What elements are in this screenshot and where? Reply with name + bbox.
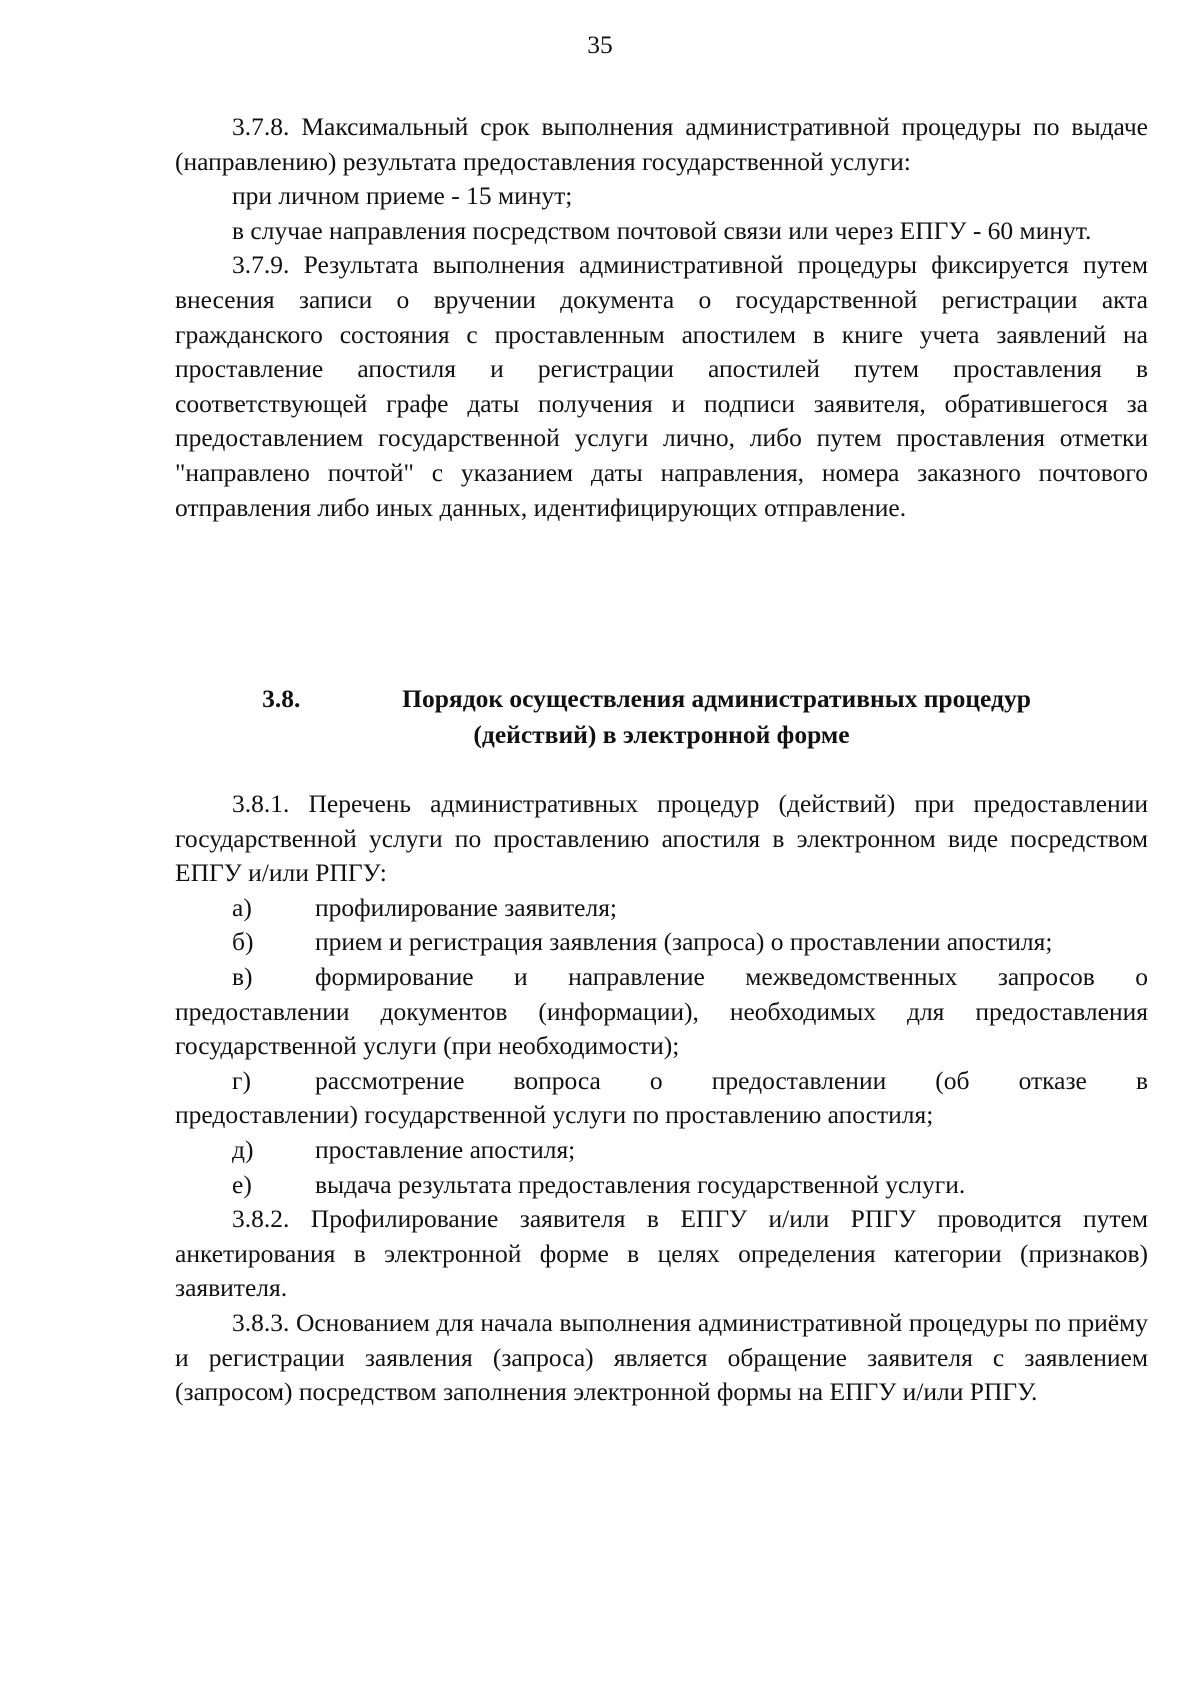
- list-letter: г): [232, 1065, 251, 1095]
- paragraph-3-7-8: 3.7.8. Максимальный срок выполнения административной процедуры по выдаче (направлению) результата предоставления государственной услуги:: [175, 112, 1148, 176]
- paragraph-3-7-9: 3.7.9. Результата выполнения административной процедуры фиксируется путем внесения записи о вручении документа о государственной регистрации акта гражданского состояния с проставленным апостилем в книге учета заявлений на проставление апостиля и регистрации апостилей путем проставления в соответствующей графе даты получения и подписи заявителя, обратившегося за предоставлением государственной услуги лично, либо путем проставления отметки "направлено почтой" с указанием даты направления, номера заказного почтового отправления либо иных данных, идентифицирующих отправление.: [175, 250, 1148, 522]
- list-text: профилирование заявителя;: [315, 892, 618, 922]
- list-letter: б): [232, 927, 254, 957]
- section-title-line2: (действий) в электронной форме: [473, 720, 850, 749]
- section-3-7-text: [175, 110, 1148, 525]
- paragraph-postal-delivery: в случае направления посредством почтовой связи или через ЕПГУ - 60 минут.: [232, 215, 1092, 245]
- section-number: 3.8.: [262, 684, 301, 713]
- list-letter: а): [232, 892, 252, 922]
- section-title-line1: Порядок осуществления административных процедур: [402, 684, 1031, 713]
- list-item: [175, 1168, 1148, 1203]
- list-text: выдача результата предоставления государственной услуги.: [315, 1169, 966, 1199]
- section-3-8-text: [175, 787, 1148, 1410]
- list-text: прием и регистрация заявления (запроса) о проставлении апостиля;: [315, 927, 1053, 957]
- list-letter: д): [232, 1134, 254, 1164]
- list-item: [175, 925, 1148, 960]
- list-text-continuation: предоставлении документов (информации), необходимых для предоставления государственной услуги (при необходимости);: [175, 996, 1148, 1061]
- list-text: рассмотрение вопроса о предоставлении (об отказе в: [315, 1065, 1148, 1095]
- list-letter: в): [232, 961, 253, 991]
- list-item: [175, 891, 1148, 926]
- paragraph-3-8-1: 3.8.1. Перечень административных процедур (действий) при предоставлении государственной услуги по проставлению апостиля в электронном виде посредством ЕПГУ и/или РПГУ:: [175, 789, 1148, 888]
- page-number: 35: [587, 30, 613, 59]
- list-item: [175, 1064, 1148, 1099]
- paragraph-3-8-2: 3.8.2. Профилирование заявителя в ЕПГУ и/или РПГУ проводится путем анкетирования в электронной форме в целях определения категории (признаков) заявителя.: [175, 1204, 1148, 1303]
- paragraph-personal-reception: при личном приеме - 15 минут;: [232, 181, 573, 211]
- list-text: проставление апостиля;: [315, 1134, 576, 1164]
- paragraph-3-8-3: 3.8.3. Основанием для начала выполнения административной процедуры по приёму и регистрации заявления (запроса) является обращение заявителя с заявлением (запросом) посредством заполнения электронной формы на ЕПГУ и/или РПГУ.: [175, 1307, 1148, 1407]
- list-text: формирование и направление межведомственных запросов о: [315, 961, 1148, 991]
- list-text-continuation: предоставлении) государственной услуги по проставлению апостиля;: [175, 1100, 934, 1130]
- list-item: [175, 960, 1148, 995]
- section-3-8-heading: [175, 681, 1148, 753]
- list-letter: е): [232, 1169, 252, 1199]
- list-item: [175, 1133, 1148, 1168]
